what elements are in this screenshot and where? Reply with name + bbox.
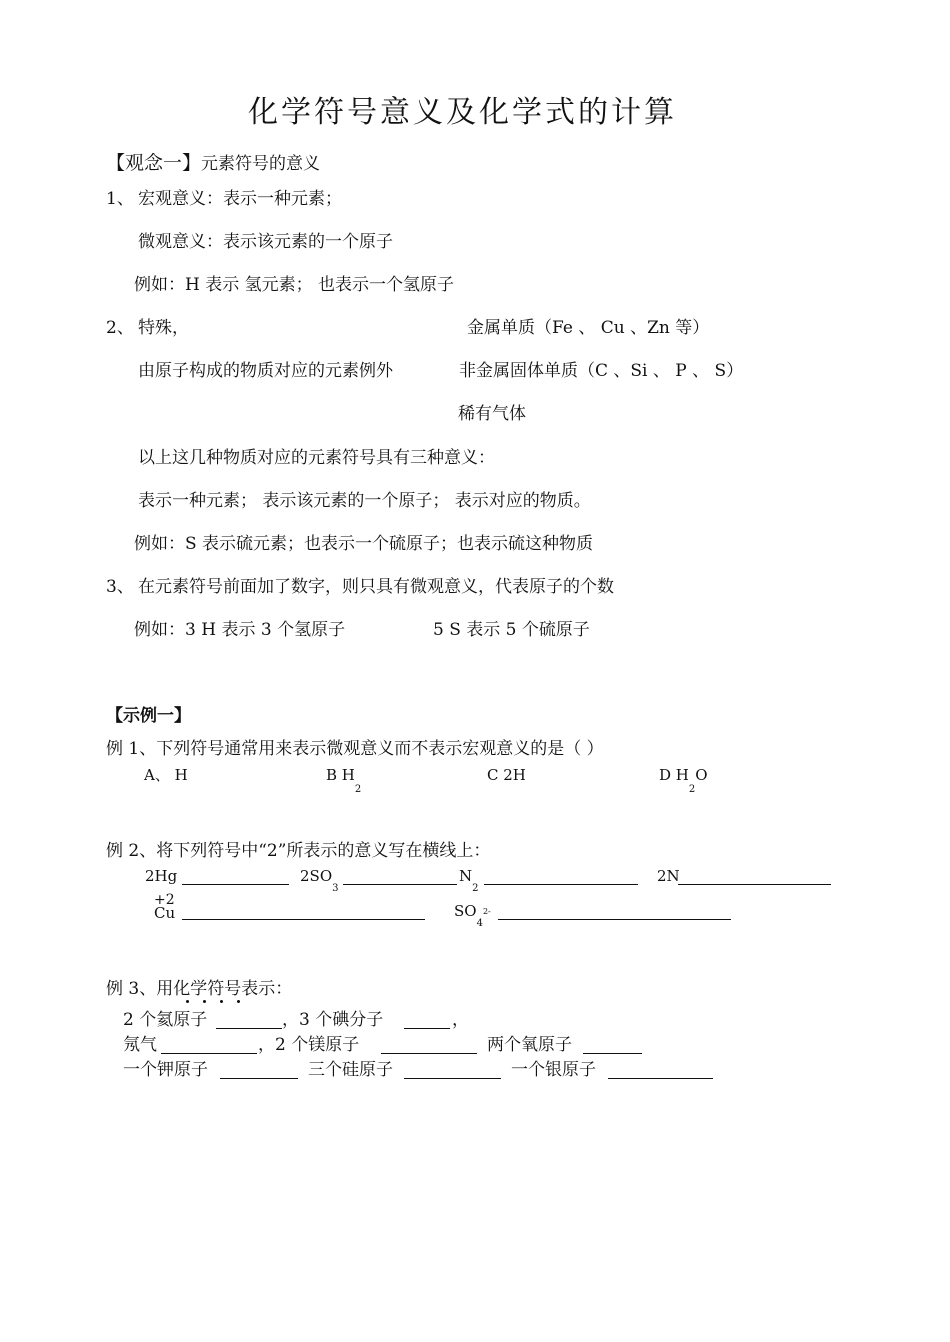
q2-so4 bbox=[454, 902, 491, 929]
q1-option-d bbox=[659, 766, 708, 795]
q3-silicon: 三个硅原子 bbox=[308, 1060, 393, 1080]
q2-so4-sub: 4 bbox=[476, 918, 483, 929]
q2-n2-sub: 2 bbox=[472, 883, 479, 894]
q3-silicon-blank[interactable] bbox=[404, 1078, 501, 1079]
q3-helium: 2 个氦原子 bbox=[123, 1010, 208, 1030]
page-title: 化学符号意义及化学式的计算 bbox=[248, 95, 677, 130]
q3-comma: ， bbox=[452, 1010, 469, 1030]
q1-option-b bbox=[326, 766, 362, 795]
p2-atom: 由原子构成的物质对应的元素例外 bbox=[138, 361, 393, 381]
concept1-header-rest: 元素符号的意义 bbox=[201, 154, 321, 174]
p3-number: 3、 bbox=[106, 577, 134, 597]
p2-metal: 金属单质（Fe 、 Cu 、Zn 等） bbox=[467, 318, 710, 338]
p3-example-a: 例如：3 H 表示 3 个氢原子 bbox=[134, 620, 346, 640]
q2-cu-charge: +2 bbox=[154, 892, 175, 908]
p2-nonmetal: 非金属固体单质（C 、Si 、 P 、 S） bbox=[459, 361, 744, 381]
q2-2so3-blank[interactable] bbox=[343, 884, 457, 885]
q2-2n: 2N bbox=[657, 867, 680, 885]
q2-n2 bbox=[459, 867, 479, 894]
q3-neon: 氖气 bbox=[123, 1035, 157, 1055]
q3-silver: 一个银原子 bbox=[511, 1060, 596, 1080]
p1-example: 例如：H 表示 氢元素； 也表示一个氢原子 bbox=[134, 275, 455, 295]
q3-magnesium-blank[interactable] bbox=[381, 1053, 477, 1054]
p2-noble: 稀有气体 bbox=[458, 404, 526, 424]
p2-text: 特殊， bbox=[138, 318, 189, 338]
q2-n2-blank[interactable] bbox=[484, 884, 638, 885]
emphasis-dot-3 bbox=[220, 1000, 223, 1003]
q1-text: 例 1、下列符号通常用来表示微观意义而不表示宏观意义的是（ ） bbox=[106, 739, 604, 759]
p1-micro: 微观意义：表示该元素的一个原子 bbox=[138, 232, 393, 252]
q2-2so3-sub: 3 bbox=[332, 883, 339, 894]
q2-cu: Cu bbox=[154, 904, 176, 922]
q1-option-b-sub: 2 bbox=[354, 784, 362, 795]
q3-helium-blank[interactable] bbox=[216, 1028, 282, 1029]
p1-number: 1、 bbox=[106, 189, 134, 209]
q3-iodine-blank[interactable] bbox=[404, 1028, 450, 1029]
q3-neon-blank[interactable] bbox=[161, 1053, 257, 1054]
q1-option-d-h: D H bbox=[659, 766, 689, 784]
q2-so4-charge: 2- bbox=[482, 907, 491, 916]
q3-oxygen: 两个氧原子 bbox=[487, 1035, 572, 1055]
q2-so4-text: SO bbox=[454, 902, 477, 920]
p2-number: 2、 bbox=[106, 318, 134, 338]
q2-2hg: 2Hg bbox=[145, 867, 178, 885]
q3-text: 例 3、用化学符号表示： bbox=[106, 979, 293, 999]
example1-header: 【示例一】 bbox=[106, 706, 191, 726]
p3-example-b: 5 S 表示 5 个硫原子 bbox=[433, 620, 590, 640]
q2-text: 例 2、将下列符号中“2”所表示的意义写在横线上： bbox=[106, 841, 491, 861]
q3-magnesium: ，2 个镁原子 bbox=[258, 1035, 360, 1055]
emphasis-dot-1 bbox=[186, 1000, 189, 1003]
q3-potassium-blank[interactable] bbox=[220, 1078, 298, 1079]
p2-meanings: 表示一种元素； 表示该元素的一个原子； 表示对应的物质。 bbox=[138, 491, 591, 511]
q1-option-d-o: O bbox=[695, 766, 708, 784]
p2-example: 例如：S 表示硫元素；也表示一个硫原子；也表示硫这种物质 bbox=[134, 534, 594, 554]
emphasis-dot-2 bbox=[203, 1000, 206, 1003]
q3-iodine: ，3 个碘分子 bbox=[282, 1010, 384, 1030]
emphasis-dot-4 bbox=[237, 1000, 240, 1003]
q2-so4-blank[interactable] bbox=[498, 919, 731, 920]
q1-option-a: A、 H bbox=[144, 766, 188, 784]
q1-option-c: C 2H bbox=[487, 766, 526, 784]
concept1-header-bracket: 【观念一】 bbox=[106, 152, 202, 174]
q2-n2-text: N bbox=[459, 867, 473, 885]
q3-oxygen-blank[interactable] bbox=[583, 1053, 642, 1054]
q2-2n-blank[interactable] bbox=[678, 884, 831, 885]
p3-text: 在元素符号前面加了数字，则只具有微观意义，代表原子的个数 bbox=[138, 577, 614, 597]
p1-macro: 宏观意义：表示一种元素； bbox=[138, 189, 342, 209]
q2-cu-blank[interactable] bbox=[182, 919, 425, 920]
q3-potassium: 一个钾原子 bbox=[123, 1060, 208, 1080]
q2-2so3-text: 2SO bbox=[300, 867, 333, 885]
q2-2so3 bbox=[300, 867, 339, 894]
q3-silver-blank[interactable] bbox=[608, 1078, 713, 1079]
q1-option-b-text: B H bbox=[326, 766, 355, 784]
q1-option-d-sub: 2 bbox=[688, 784, 696, 795]
concept1-header bbox=[106, 154, 320, 173]
q2-2hg-blank[interactable] bbox=[182, 884, 289, 885]
p2-note: 以上这几种物质对应的元素符号具有三种意义： bbox=[138, 448, 495, 468]
